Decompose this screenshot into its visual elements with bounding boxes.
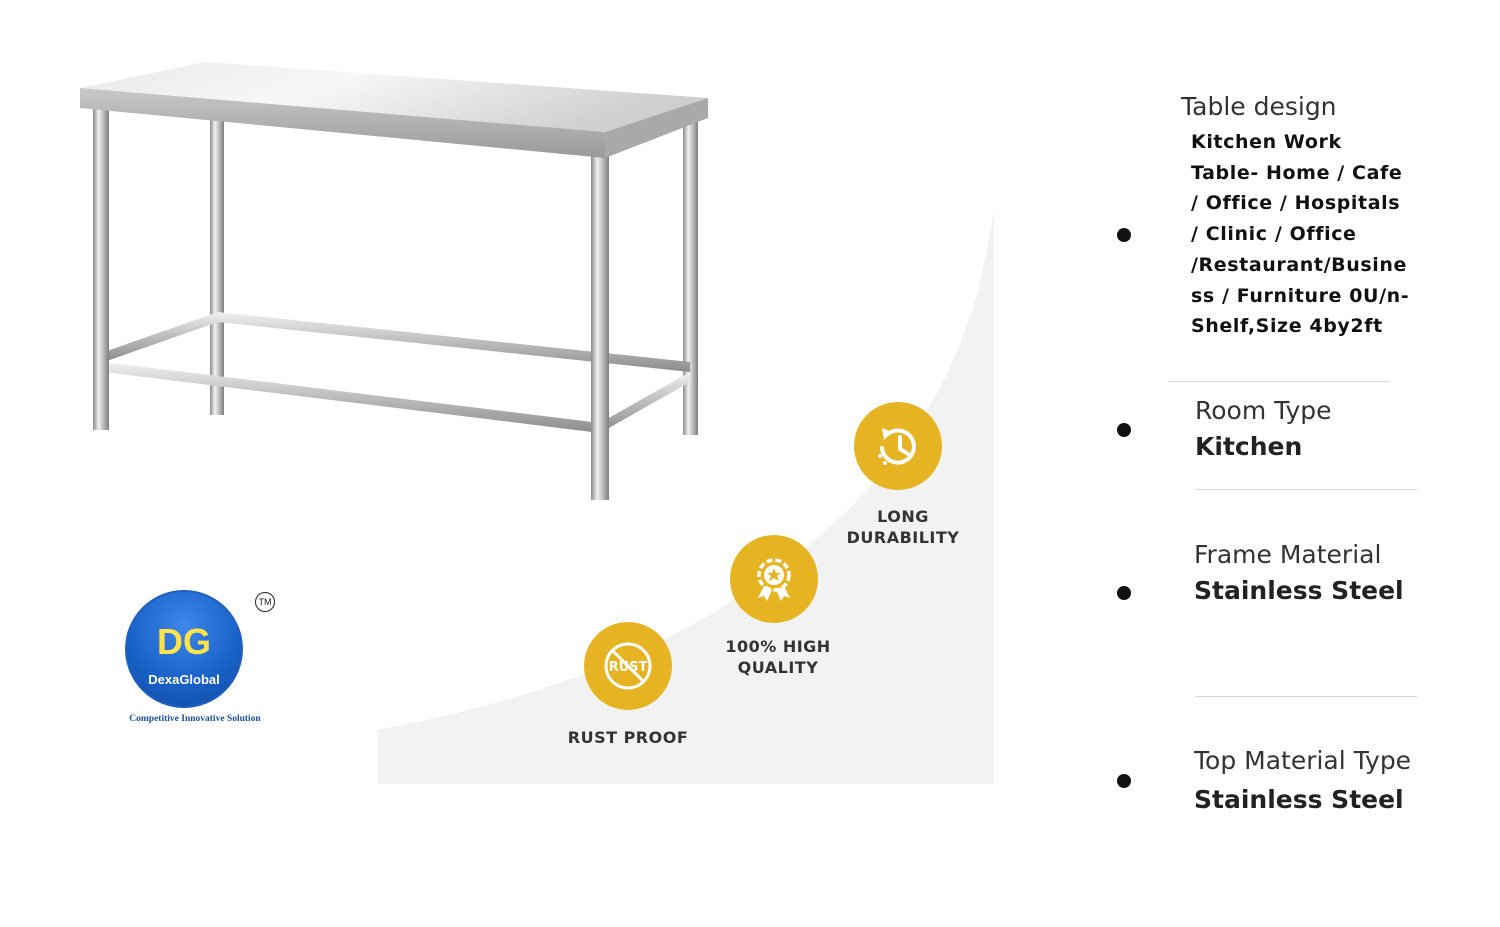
- no-rust-icon: [598, 636, 658, 696]
- bullet-icon: [1117, 774, 1131, 788]
- feature-badge-durability: [854, 402, 942, 490]
- quality-award-icon: [746, 551, 802, 607]
- spec-value-frame-material: Stainless Steel: [1194, 576, 1404, 605]
- logo-name: DexaGlobal: [148, 672, 220, 687]
- logo-tagline: Competitive Innovative Solution: [129, 714, 261, 724]
- spec-divider: [1195, 489, 1417, 490]
- spec-divider: [1195, 696, 1417, 697]
- spec-divider: [1168, 381, 1390, 382]
- spec-value-top-material: Stainless Steel: [1194, 785, 1404, 814]
- spec-label-frame-material: Frame Material: [1194, 540, 1382, 569]
- spec-label-top-material: Top Material Type: [1194, 746, 1412, 775]
- logo-circle: [125, 590, 243, 708]
- spec-label-table-design: Table design: [1181, 92, 1337, 121]
- logo-initials: DG: [157, 621, 211, 662]
- table-bar-left: [104, 312, 218, 362]
- feature-badge-rust-proof: [584, 622, 672, 710]
- feature-badge-quality: [730, 535, 818, 623]
- spec-label-room-type: Room Type: [1195, 396, 1332, 425]
- clock-history-icon: [870, 418, 926, 474]
- feature-label-rust-proof: RUST PROOF: [567, 728, 689, 747]
- bullet-icon: [1117, 228, 1131, 242]
- feature-label-durability: LONG DURABILITY: [846, 507, 960, 547]
- table-leg-back-left: [210, 115, 224, 415]
- features-panel: [378, 190, 994, 784]
- feature-label-quality: 100% HIGH QUALITY: [725, 637, 831, 677]
- bullet-icon: [1117, 423, 1131, 437]
- rust-icon-text: RUST: [608, 660, 648, 675]
- trademark-symbol: TM: [255, 592, 275, 612]
- brand-logo: [115, 585, 295, 735]
- table-leg-front-left: [93, 100, 109, 430]
- spec-value-table-design: Kitchen Work Table- Home / Cafe / Office / Hospitals / Clinic / Office /Restaurant/Busine ss / Furniture 0U/n- Shelf,Size 4by2ft: [1191, 131, 1410, 338]
- bullet-icon: [1117, 586, 1131, 600]
- spec-list: [1100, 80, 1500, 860]
- spec-value-room-type: Kitchen: [1195, 432, 1303, 461]
